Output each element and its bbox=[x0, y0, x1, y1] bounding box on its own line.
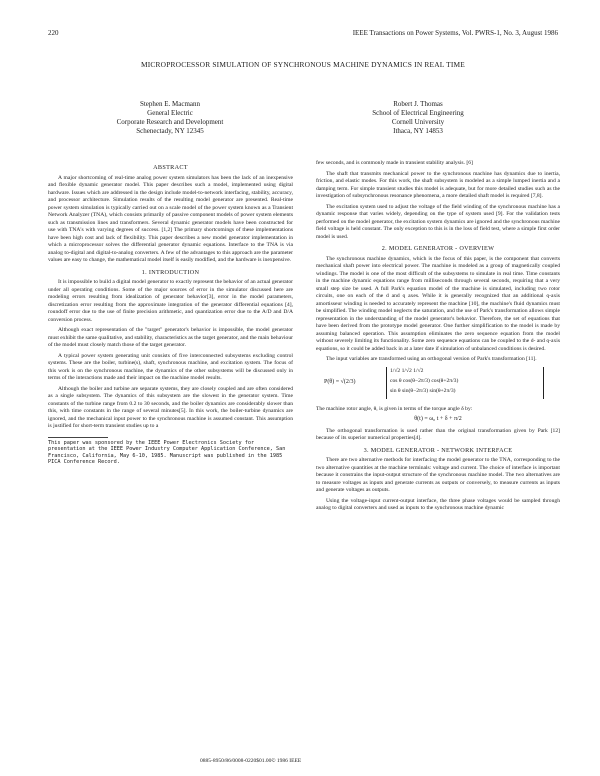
author-block-2 bbox=[318, 100, 518, 136]
author-name: Stephen E. Macmann bbox=[139, 100, 201, 108]
author-location: Ithaca, NY 14853 bbox=[393, 127, 443, 135]
intro-paragraph: Although the boiler and turbine are separate systems, they are closely coupled and are often considered as a single subsystem. The dynamics of this subsystem are the slowest in the generator system. Time constants of the turbine range from 0.2 to 30 seconds, and the boiler dynamics are considerably slower than this, with time constants in the range of several minutes[5]. In this work, the boiler-turbine dynamics are ignored, and the mechanical input power to the synchronous machine is assumed constant. This assumption is justified for short-term transient studies up to a bbox=[48, 385, 293, 429]
left-column bbox=[48, 160, 293, 469]
paper-title: MICROPROCESSOR SIMULATION OF SYNCHRONOUS MACHINE DYNAMICS IN REAL TIME bbox=[140, 60, 466, 69]
body-paragraph: The synchronous machine dynamics, which is the focus of this paper, is the component that converts mechanical shaft power into electrical power. The machine is modeled as a group of magnetically coupled windings. The model is one of the most difficult of the subsystems to simulate in real time. Time constants in the machine dynamic equations range from milliseconds through several seconds, requiring that a very small step size be used. A full Park's equation model of the machine is simulated, including two rotor circuits, one on each of the d and q axes. While it is generally recognized that an additional q-axis amortisseur winding is needed to accurately represent the machine [10], the machine's fluid dynamics must be simplified. The winding model neglects the saturation, and the use of Park's transformation allows simple representation in the understanding of the model generator's behavior. Therefore, the set of equations that have been derived from the prototype model generator. One further simplification to the model is made by assuming balanced operation. This assumption eliminates the zero sequence equation from the model without severely limiting its functionality. Some zero sequence equations can be coupled to the d- and q-axis equations, so it could be added back in at a later date if simulation of unbalanced conditions is desired. bbox=[316, 255, 560, 352]
body-paragraph: The orthogonal transformation is used rather than the original transformation given by Park [12] because of its superior numerical properties[4]. bbox=[316, 427, 560, 441]
rotor-angle-equation: θ(t) = ω₀ t + δ + π/2 bbox=[414, 416, 462, 422]
intro-paragraph: It is impossible to build a digital model generator to exactly represent the behavior of an actual generator under all operating conditions. Some of the major sources of error in the simulator discussed here are modeling errors resulting from idealization of generator behavior[3], error in the model parameters, discretization error resulting from the approximate integration of the generator differential equations [4], roundoff error due to the use of finite precision arithmetic, and quantization error due to the A/D and D/A conversion process. bbox=[48, 279, 293, 323]
body-paragraph: The input variables are transformed using an orthogonal version of Park's transformation [11]. bbox=[326, 356, 537, 362]
abstract-heading: ABSTRACT bbox=[153, 164, 188, 171]
author-name: Robert J. Thomas bbox=[393, 100, 443, 108]
author-location: Schenectady, NY 12345 bbox=[136, 127, 204, 135]
abstract-text: A major shortcoming of real-time analog power system simulators has been the lack of an inexpensive and flexible dynamic generator model. This paper describes such a model, implemented using digital hardware. Issues which are addressed in the design include model-to-network interfacing, stability, accuracy, and processor architecture. Simulation results of the resulting model generator are presented. Real-time power system simulation is typically carried out on a scale model of the power system known as a Transient Network Analyzer (TNA), which consists primarily of passive component models of power system elements such as transmission lines and transformers. Several dynamic generator models have been constructed for use with TNA's with varying degrees of success. [1,2] The primary shortcomings of these implementations have been high cost and lack of flexibility. This paper describes a new model generator implementation in which a microprocessor solves the differential generator dynamic equations. Interface to the TNA is via analog to-digital and digital-to-analog converters. A few of the advantages to this approach are the parameter values are easy to change, the mathematical model itself is easily modified, and the hardware is inexpensive. bbox=[48, 174, 293, 263]
equation-lhs: P(θ) = √(2/3) bbox=[324, 378, 356, 385]
footnote: This paper was sponsored by the IEEE Power Electronics Society for presentation at the IEEE Power Industry Computer Application Conference, San Francisco, California, May 6-10, 1985. Manuscript was published in the 1985 PICA Conference Record. bbox=[48, 439, 286, 466]
matrix-row: 1/√2 1/√2 1/√2 bbox=[390, 367, 424, 374]
body-paragraph: The machine rotor angle, θ, is given in terms of the torque angle δ by: bbox=[316, 405, 473, 412]
author-affiliation: Cornell University bbox=[391, 118, 445, 126]
matrix-row: sin θ sin(θ−2π/3) sin(θ+2π/3) bbox=[390, 387, 456, 394]
copyright-code: 0885-8950/86/0008-0220$01.00© 1986 IEEE bbox=[200, 758, 302, 764]
author-affiliation: School of Electrical Engineering bbox=[372, 109, 464, 117]
intro-paragraph: Although exact representation of the "target" generator's behavior is impossible, the model generator must exhibit the same qualitative, and stability, characteristics as the target generator, and the main behaviour of the model must closely match those of the target generator. bbox=[48, 327, 293, 348]
intro-heading: 1. INTRODUCTION bbox=[141, 268, 200, 276]
journal-header: IEEE Transactions on Power Systems, Vol. PWRS-1, No. 3, August 1986 bbox=[352, 29, 558, 37]
author-affiliation: Corporate Research and Development bbox=[116, 118, 224, 126]
body-paragraph: There are two alternative methods for interfacing the model generator to the TNA, corresponding to the two alternative quantities at the machine terminals: voltage and current. The choice of interface is important because it constrains the input-output structure of the synchronous machine model. The two alternatives are to measure voltages as inputs and generate currents as outputs or conversely, to measure currents as inputs and generate voltages as outputs. bbox=[316, 457, 560, 493]
author-block-1 bbox=[70, 100, 270, 136]
body-paragraph: Using the voltage-input current-output interface, the three phase voltages would be sampled through analog to digital converters and used as inputs to the synchronous machine dynamic bbox=[316, 497, 560, 511]
body-paragraph: few seconds, and is commonly made in transient stability analysis. [6] bbox=[316, 160, 473, 166]
section-3-heading: 3. MODEL GENERATOR - NETWORK INTERFACE bbox=[363, 446, 513, 454]
park-transform-equation bbox=[316, 367, 560, 401]
matrix-row: cos θ cos(θ−2π/3) cos(θ+2π/3) bbox=[390, 377, 459, 384]
intro-paragraph: A typical power system generating unit consists of five interconnected subsystems excluding control systems. These are the boiler, turbine(s), shaft, synchronous machine, and excitation system. The focus of this work is on the synchronous machine, the dynamics of the other subsystems will be discussed only in terms of the interactions made and their impact on the machine model results. bbox=[48, 352, 293, 381]
body-paragraph: The excitation system used to adjust the voltage of the field winding of the synchronous machine has a dynamic response that varies widely, depending on the type of system used [9]. For the validation tests performed on the model generator, the excitation system dynamics are ignored and the synchronous machine field voltage is held constant. The only exception to this is in the loss of field test, where a simple first order model is used. bbox=[316, 203, 560, 240]
section-2-heading: 2. MODEL GENERATOR - OVERVIEW bbox=[381, 245, 495, 252]
author-affiliation: General Electric bbox=[147, 109, 193, 117]
footnote-rule bbox=[48, 437, 108, 438]
right-column bbox=[316, 160, 560, 516]
body-paragraph: The shaft that transmits mechanical power to the synchronous machine has dynamics due to inertia, friction, and elastic modes. For this work, the shaft subsystem is modeled as a simple lumped inertia and a damping term. For simple transient studies this model is adequate, but for more detailed studies such as the investigation of subsynchronous resonance phenomena, a more detailed shaft model is required [7,8]. bbox=[316, 170, 560, 199]
page-number: 220 bbox=[48, 29, 59, 37]
